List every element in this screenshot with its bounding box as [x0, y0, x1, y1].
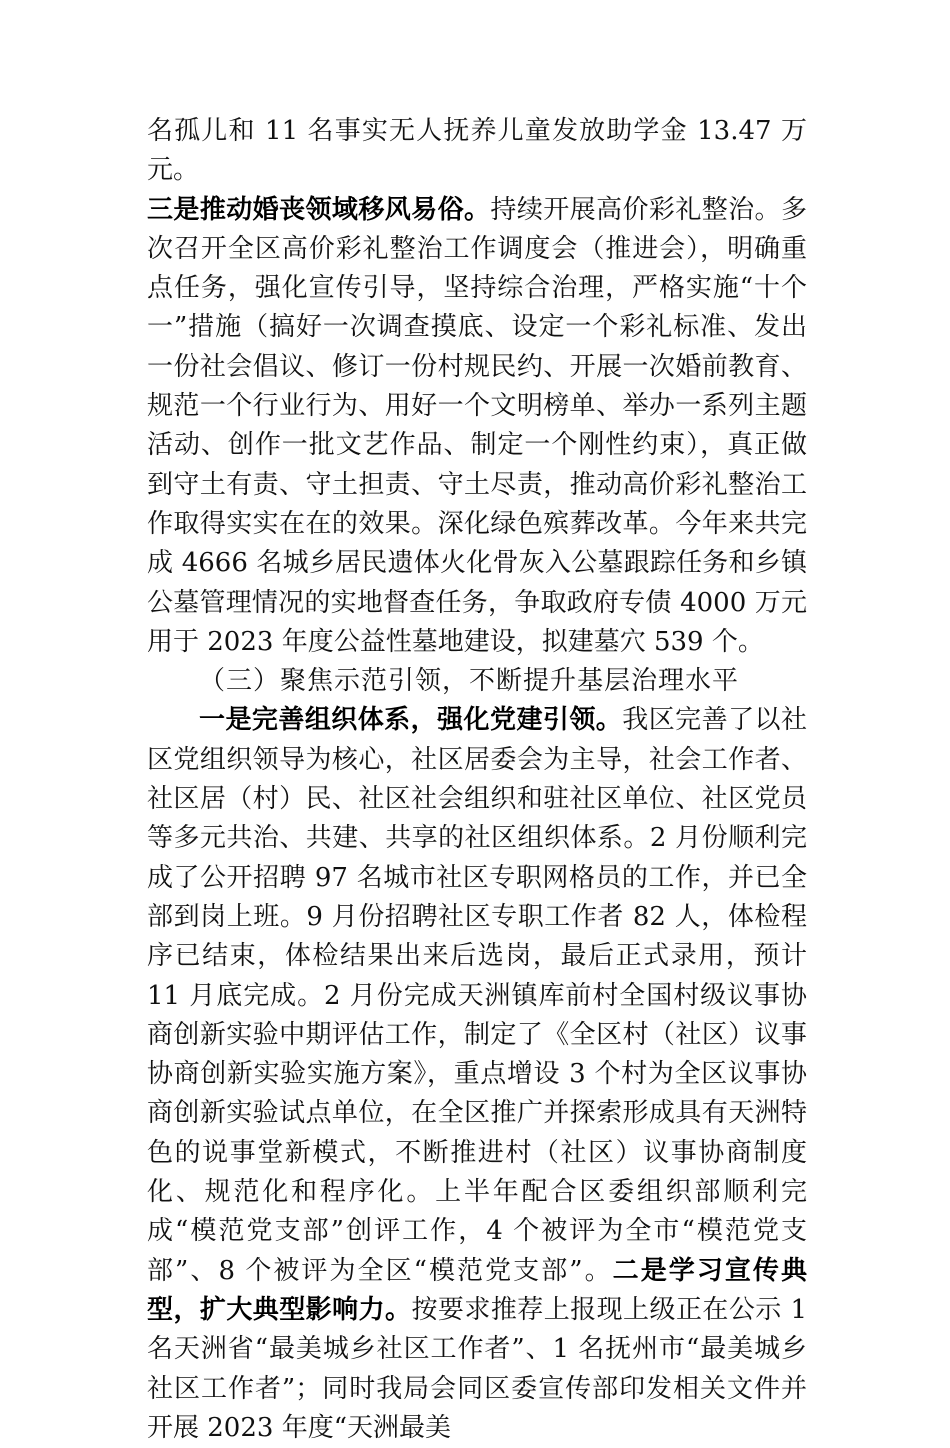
- document-page: [147, 112, 807, 1448]
- section-heading: （三）聚焦示范引领，不断提升基层治理水平: [199, 666, 740, 697]
- paragraph-text: 按要求推荐上报现上级正在公示 1 名天洲省“最美城乡社区工作者”、1 名抚州市“最美城乡社区工作者”；同时我局会同区委宣传部印发相关文件并开展 2023 年度“天洲最美: [147, 1294, 807, 1443]
- bold-lead-heading: 一是完善组织体系，强化党建引领。: [199, 705, 623, 736]
- paragraph-text: 我区完善了以社区党组织领导为核心，社区居委会为主导，社会工作者、社区居（村）民、社区社会组织和驻社区单位、社区党员等多元共治、共建、共享的社区组织体系。2 月份顺利完成了公开招聘 97 名城市社区专职网格员的工作，并已全部到岗上班。9 月份招聘社区专职工作者 82 人，体检程序已结束，体检结果出来后选岗，最后正式录用，预计 11 月底完成。2 月份完成天洲镇库前村全国村级议事协商创新实验中期评估工作，制定了《全区村（社区）议事协商创新实验实施方案》，重点增设 3 个村为全区议事协商创新实验试点单位，在全区推广并探索形成具有天洲特色的说事堂新模式，不断推进村（社区）议事协商制度化、规范化和程序化。上半年配合区委组织部顺利完成“模范党支部”创评工作，4 个被评为全市“模范党支部”、8 个被评为全区“模范党支部”。: [147, 705, 807, 1286]
- paragraph-organization: [147, 701, 807, 1448]
- bold-lead-heading: 二是学习宣传典型，扩大典型影响力。: [147, 1255, 807, 1325]
- paragraph-text: 名孤儿和 11 名事实无人抚养儿童发放助学金 13.47 万元。: [147, 116, 807, 186]
- paragraph-continuation: [147, 112, 807, 662]
- paragraph-text: 持续开展高价彩礼整治。多次召开全区高价彩礼整治工作调度会（推进会），明确重点任务，强化宣传引导，坚持综合治理，严格实施“十个一”措施（搞好一次调查摸底、设定一个彩礼标准、发出一份社会倡议、修订一份村规民约、开展一次婚前教育、规范一个行业行为、用好一个文明榜单、举办一系列主题活动、创作一批文艺作品、制定一个刚性约束），真正做到守土有责、守土担责、守土尽责，推动高价彩礼整治工作取得实实在在的效果。深化绿色殡葬改革。今年来共完成 4666 名城乡居民遗体火化骨灰入公墓跟踪任务和乡镇公墓管理情况的实地督查任务，争取政府专债 4000 万元用于 2023 年度公益性墓地建设，拟建墓穴 539 个。: [147, 194, 807, 657]
- bold-lead-heading: 三是推动婚丧领域移风易俗。: [147, 194, 491, 225]
